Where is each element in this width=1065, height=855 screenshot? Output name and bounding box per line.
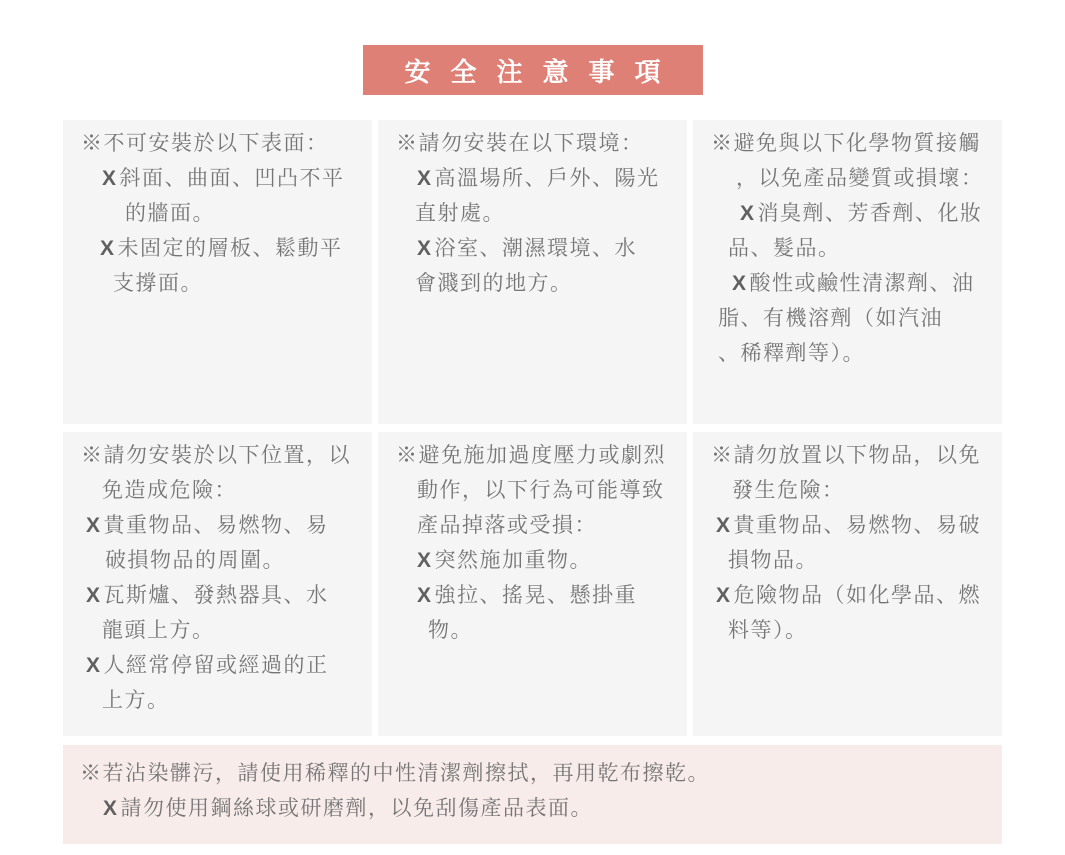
- reference-mark-icon: ※: [396, 444, 419, 467]
- line-text: 不可安裝於以下表面：: [103, 132, 329, 155]
- text-line: [81, 266, 364, 301]
- safety-card: [693, 432, 1002, 736]
- line-text: 高溫場所、戶外、陽光: [434, 167, 660, 190]
- text-line: [711, 473, 994, 508]
- line-text: 斜面、曲面、凹凸不平: [119, 167, 345, 190]
- line-text: 脂、有機溶劑（如汽油: [718, 307, 943, 330]
- text-line: [81, 613, 364, 648]
- text-line: [711, 301, 994, 336]
- text-line: [81, 473, 364, 508]
- reference-mark-icon: ※: [711, 132, 734, 155]
- line-text: 避免施加過度壓力或劇烈: [418, 444, 666, 467]
- line-text: 突然施加重物。: [434, 549, 593, 572]
- line-text: 品、髮品。: [728, 237, 841, 260]
- text-line: [396, 266, 679, 301]
- text-line: [711, 196, 994, 231]
- text-line: [711, 336, 994, 371]
- line-text: 人經常停留或經過的正: [103, 654, 329, 677]
- page-title: 安全注意事項: [404, 56, 681, 87]
- safety-card: [63, 120, 372, 424]
- line-text: 支撐面。: [113, 272, 203, 295]
- line-text: 貴重物品、易燃物、易: [103, 514, 329, 537]
- warning-cards-grid: [63, 120, 1002, 736]
- text-line: [81, 231, 364, 266]
- line-text: 龍頭上方。: [102, 619, 215, 642]
- safety-card: [378, 120, 687, 424]
- line-text: 請勿使用鋼絲球或研磨劑，以免刮傷產品表面。: [120, 797, 594, 820]
- line-text: 避免與以下化學物質接觸: [733, 132, 981, 155]
- text-line: [711, 266, 994, 301]
- text-line: [396, 231, 679, 266]
- text-line: [396, 508, 679, 543]
- line-text: 強拉、搖晃、懸掛重: [434, 584, 638, 607]
- x-prohibition-icon: X: [103, 797, 119, 820]
- line-text: 破損物品的周圍。: [105, 549, 285, 572]
- text-line: [81, 438, 364, 473]
- text-line: [81, 648, 364, 683]
- text-line: [396, 196, 679, 231]
- x-prohibition-icon: X: [417, 549, 433, 572]
- reference-mark-icon: ※: [81, 444, 104, 467]
- text-line: [81, 508, 364, 543]
- line-text: 動作，以下行為可能導致: [417, 479, 665, 502]
- line-text: 瓦斯爐、發熱器具、水: [103, 584, 329, 607]
- line-text: 若沾染髒污，請使用稀釋的中性清潔劑擦拭，再用乾布擦乾。: [102, 762, 710, 785]
- x-prohibition-icon: X: [716, 584, 732, 607]
- line-text: 酸性或鹼性清潔劑、油: [749, 272, 975, 295]
- x-prohibition-icon: X: [732, 272, 748, 295]
- line-text: 的牆面。: [125, 202, 215, 225]
- text-line: [711, 231, 994, 266]
- x-prohibition-icon: X: [86, 584, 102, 607]
- text-line: [396, 578, 679, 613]
- line-text: 免造成危險：: [102, 479, 237, 502]
- line-text: 物。: [428, 619, 473, 642]
- x-prohibition-icon: X: [716, 514, 732, 537]
- line-text: 料等）。: [728, 619, 808, 642]
- line-text: 、稀釋劑等）。: [718, 342, 865, 365]
- line-text: 發生危險：: [732, 479, 845, 502]
- text-line: [396, 126, 679, 161]
- line-text: 浴室、潮濕環境、水: [434, 237, 638, 260]
- text-line: [81, 161, 364, 196]
- text-line: [396, 438, 679, 473]
- text-line: [396, 473, 679, 508]
- line-text: 消臭劑、芳香劑、化妝: [757, 202, 983, 225]
- text-line: [711, 126, 994, 161]
- text-line: [80, 756, 992, 791]
- text-line: [711, 161, 994, 196]
- text-line: [81, 683, 364, 718]
- x-prohibition-icon: X: [100, 237, 116, 260]
- reference-mark-icon: ※: [81, 132, 104, 155]
- reference-mark-icon: ※: [80, 762, 103, 785]
- x-prohibition-icon: X: [740, 202, 756, 225]
- x-prohibition-icon: X: [417, 167, 433, 190]
- x-prohibition-icon: X: [417, 237, 433, 260]
- text-line: [396, 613, 679, 648]
- text-line: [396, 543, 679, 578]
- text-line: [711, 543, 994, 578]
- x-prohibition-icon: X: [417, 584, 433, 607]
- line-text: ，以免產品變質或損壞：: [736, 167, 984, 190]
- line-text: 貴重物品、易燃物、易破: [733, 514, 982, 537]
- line-text: 請勿安裝在以下環境：: [418, 132, 644, 155]
- line-text: 請勿安裝於以下位置，以: [103, 444, 351, 467]
- text-line: [80, 791, 992, 826]
- text-line: [711, 613, 994, 648]
- title-banner: [363, 45, 703, 95]
- reference-mark-icon: ※: [711, 444, 734, 467]
- line-text: 未固定的層板、鬆動平: [117, 237, 343, 260]
- line-text: 直射處。: [415, 202, 505, 225]
- line-text: 損物品。: [728, 549, 818, 572]
- text-line: [396, 161, 679, 196]
- reference-mark-icon: ※: [396, 132, 419, 155]
- safety-card: [63, 432, 372, 736]
- text-line: [81, 196, 364, 231]
- text-line: [711, 578, 994, 613]
- line-text: 請勿放置以下物品，以免: [733, 444, 981, 467]
- cleaning-note-card: [63, 745, 1002, 844]
- safety-card: [693, 120, 1002, 424]
- line-text: 上方。: [102, 689, 170, 712]
- text-line: [81, 578, 364, 613]
- line-text: 危險物品（如化學品、燃: [733, 584, 982, 607]
- text-line: [711, 438, 994, 473]
- x-prohibition-icon: X: [102, 167, 118, 190]
- line-text: 會濺到的地方。: [415, 272, 573, 295]
- text-line: [81, 126, 364, 161]
- line-text: 產品掉落或受損：: [417, 514, 597, 537]
- text-line: [81, 543, 364, 578]
- safety-card: [378, 432, 687, 736]
- x-prohibition-icon: X: [86, 514, 102, 537]
- text-line: [711, 508, 994, 543]
- x-prohibition-icon: X: [86, 654, 102, 677]
